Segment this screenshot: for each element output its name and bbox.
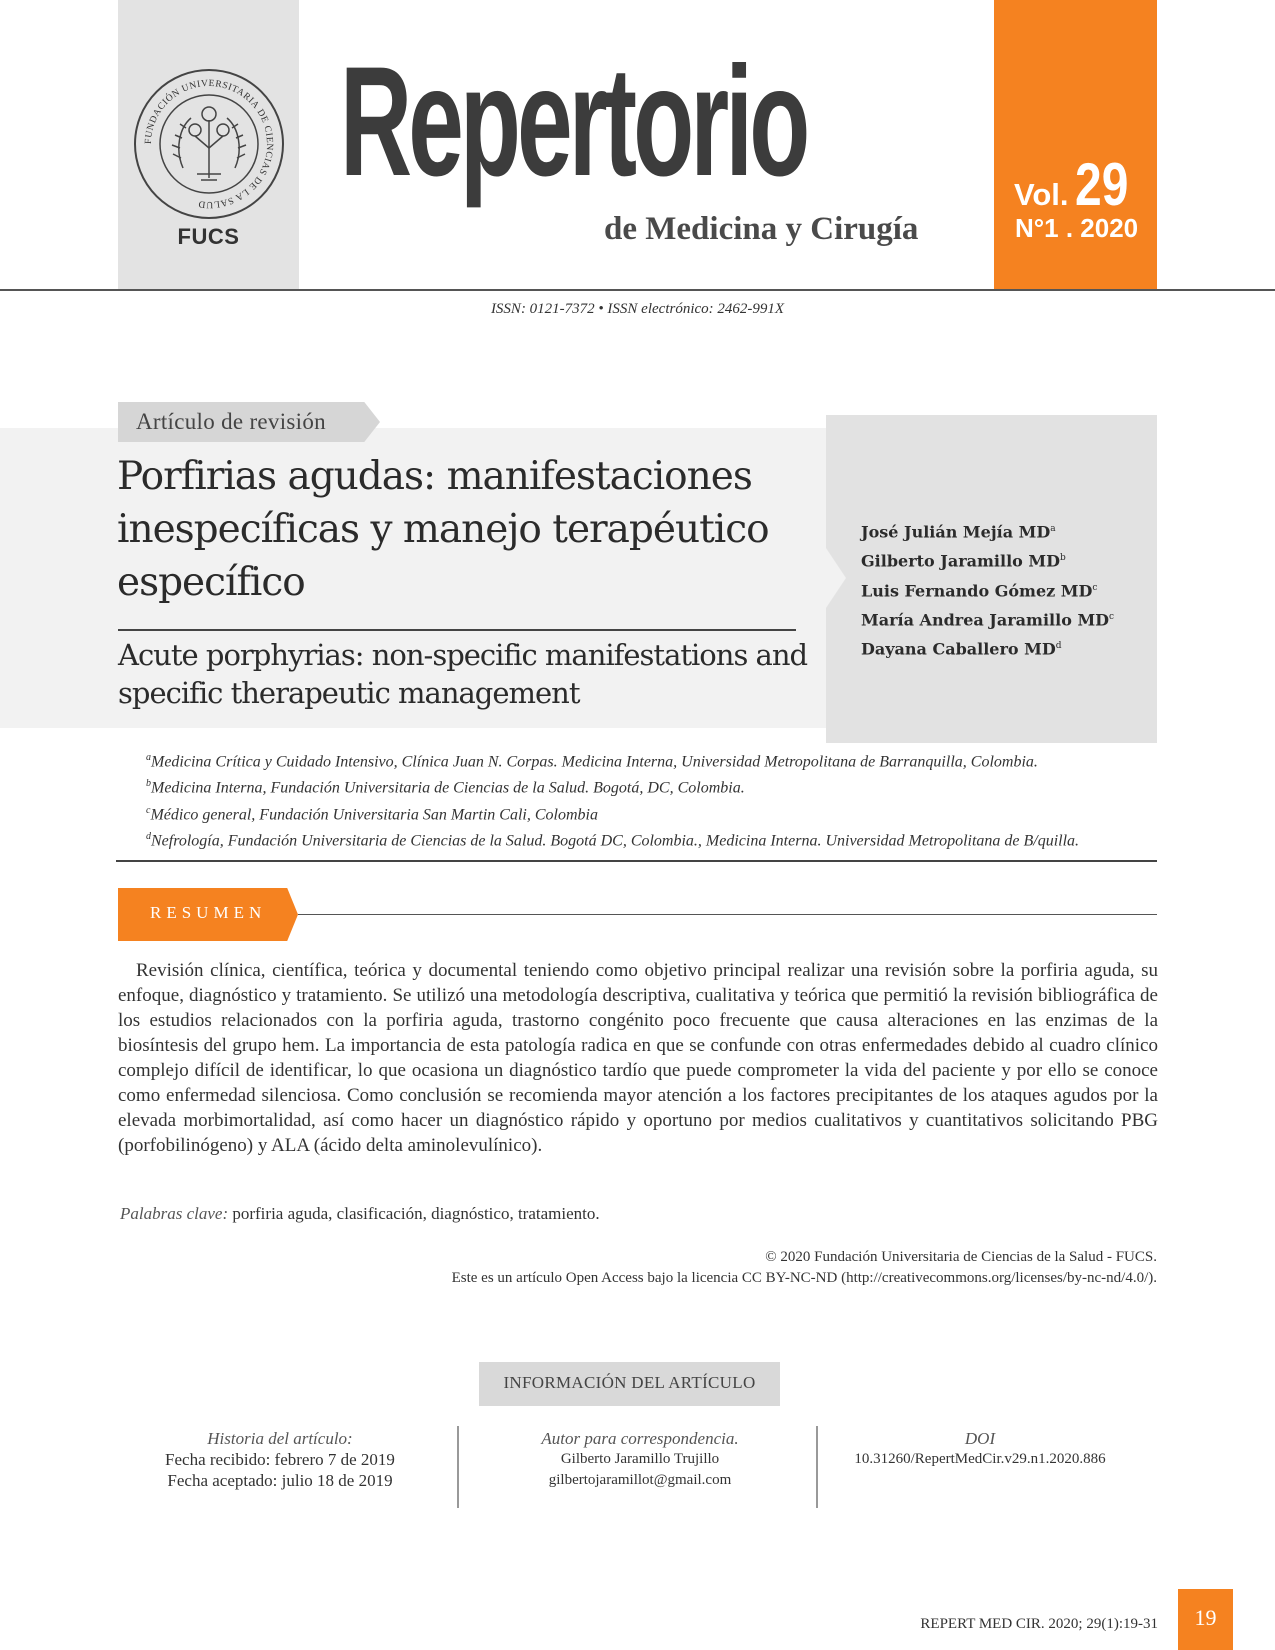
article-type: Artículo de revisión	[136, 409, 326, 434]
header-divider	[0, 289, 1275, 291]
copyright: © 2020 Fundación Universitaria de Ciencias de la Salud - FUCS.	[765, 1249, 1157, 1265]
author: Gilberto Jaramillo $MD^b$	[861, 551, 1066, 571]
doi-column	[830, 1428, 1130, 1470]
abstract-text: Revisión clínica, científica, teórica y documental teniendo como objetivo principal realizar una revisión sobre la porfiria aguda, su enfoque, diagnóstico y tratamiento. Se utilizó una metodología descriptiva, cualitativa y teórica que permitió la revisión bibliográfica de los estudios relacionados con la porfiria aguda, trastorno congénito poco frecuente que causa alteraciones en las enzimas de la biosíntesis del grupo hem. La importancia de esta patología radica en que se confunde con otras enfermedades debido al cuadro clínico complejo difícil de identificar, lo que ocasiona un diagnóstico tardío que puede comprometer la vida del paciente y por ello se conoce como enfermedad silenciosa. Como conclusión se recomienda mayor atención a los factores precipitantes de los ataques agudos por la elevada morbimortalidad, así como hacer un diagnóstico rápido y oportuno por medios cualitativos y cuantitativos solicitando PBG (porfobilinógeno) y ALA (ácido delta aminolevulínico).	[118, 960, 1158, 1156]
article-title-en: Acute porphyrias: non-specific manifestations and specific therapeutic management	[118, 638, 808, 710]
affiliation: $^c$Médico general, Fundación Universitaria San Martin Cali, Colombia	[146, 804, 598, 823]
license-text: Este es un artículo Open Access bajo la licencia CC BY-NC-ND (http://creativecommons.org/licenses/by-nc-nd/4.0/).	[451, 1270, 1157, 1286]
doi-link[interactable]: 10.31260/RepertMedCir.v29.n1.2020.886	[854, 1451, 1106, 1467]
volume-line	[1014, 150, 1141, 219]
journal-title: Repertorio	[340, 35, 807, 209]
column-divider	[457, 1426, 459, 1508]
volume-label: Vol.	[1014, 177, 1069, 212]
issn-line: ISSN: 0121-7372 • ISSN electrónico: 2462-991X	[490, 301, 785, 317]
author: María Andrea Jaramillo $MD^c$	[861, 610, 1115, 630]
correspondence-name: Gilberto Jaramillo Trujillo	[560, 1451, 720, 1467]
page-number: 19	[1194, 1605, 1217, 1630]
article-title-es: Porfirias agudas: manifestaciones inespecíficas y manejo terapéutico específico	[117, 454, 769, 605]
volume-number: 29	[1074, 151, 1128, 218]
author: José Julián Mejía $MD^a$	[861, 522, 1056, 542]
history-column	[130, 1428, 430, 1491]
affiliations	[146, 747, 1079, 852]
authors-list	[861, 516, 1114, 663]
seal-ring-text: FUNDACIÓN UNIVERSITARIA DE CIENCIAS DE LA SALUD	[143, 78, 275, 210]
column-divider	[816, 1426, 818, 1508]
author: Dayana Caballero $MD^d$	[861, 639, 1062, 659]
affiliation: $^b$Medicina Interna, Fundación Universitaria de Ciencias de la Salud. Bogotá, DC, Colombia.	[146, 778, 745, 797]
doi-heading: DOI	[964, 1429, 996, 1448]
fucs-logo-label: FUCS	[177, 224, 240, 249]
received-date: Fecha recibido: febrero 7 de 2019	[165, 1450, 395, 1469]
history-heading: Historia del artículo:	[207, 1429, 353, 1448]
license-block	[452, 1247, 1157, 1289]
title-divider	[118, 629, 796, 631]
keywords-list: porfiria aguda, clasificación, diagnóstico, tratamiento.	[232, 1204, 600, 1223]
correspondence-email[interactable]: gilbertojaramillot@gmail.com	[548, 1472, 732, 1488]
affiliation: $^d$Nefrología, Fundación Universitaria de Ciencias de la Salud. Bogotá DC, Colombia., Medicina Interna. Universidad Metropolitana de B/quilla.	[146, 830, 1080, 850]
author: Luis Fernando Gómez $MD^c$	[861, 580, 1098, 600]
resumen-rule	[298, 914, 1157, 915]
keywords-label: Palabras clave:	[120, 1204, 229, 1223]
journal-citation: REPERT MED CIR. 2020; 29(1):19-31	[920, 1616, 1158, 1632]
resumen-heading: RESUMEN	[150, 903, 267, 922]
correspondence-heading: Autor para correspondencia.	[541, 1429, 739, 1448]
issue-number: N°1 . 2020	[1015, 213, 1139, 243]
article-info-label: INFORMACIÓN DEL ARTÍCULO	[503, 1373, 756, 1392]
fucs-seal-logo	[133, 68, 285, 220]
volume-badge	[994, 0, 1157, 289]
affiliations-divider	[116, 860, 1157, 862]
affiliation: $^a$Medicina Crítica y Cuidado Intensivo, Clínica Juan N. Corpas. Medicina Interna, Universidad Metropolitana de Barranquilla, Colombia.	[146, 752, 1038, 771]
journal-subtitle: de Medicina y Cirugía	[604, 211, 919, 247]
keywords	[120, 1204, 600, 1224]
accepted-date: Fecha aceptado: julio 18 de 2019	[167, 1471, 393, 1490]
correspondence-column	[480, 1428, 800, 1491]
